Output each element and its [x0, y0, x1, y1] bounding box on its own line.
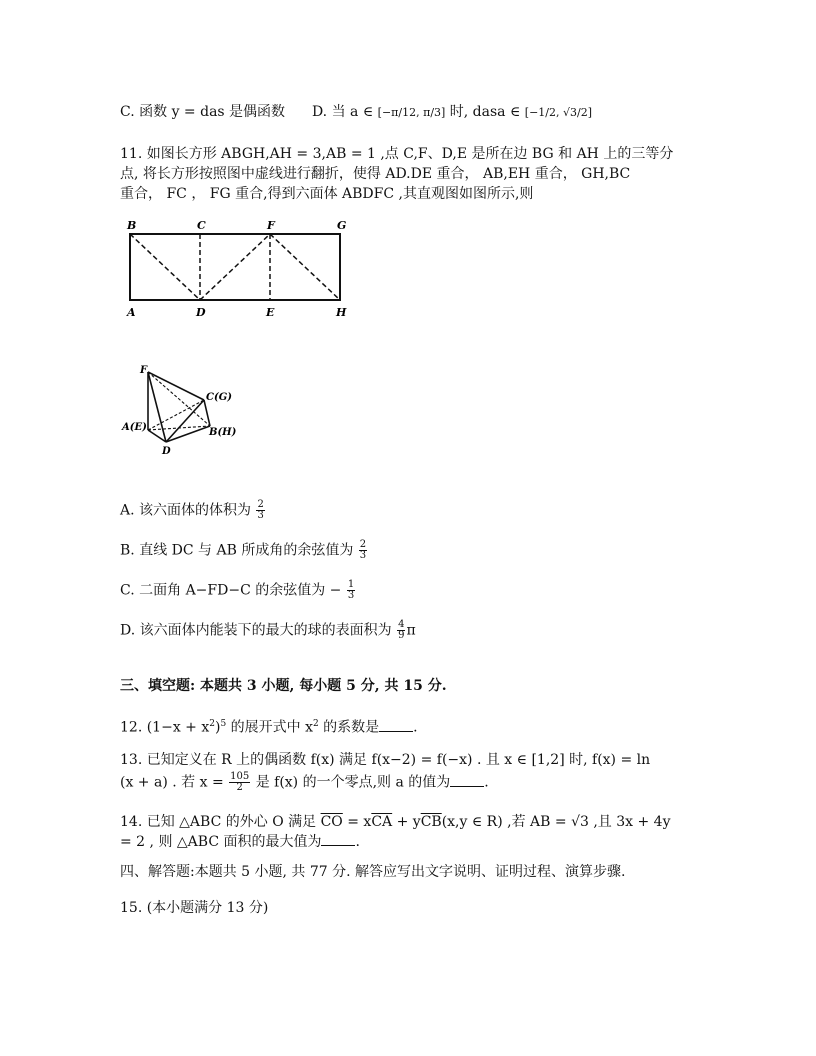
q10-options	[120, 102, 592, 123]
q13-fraction: $\frac{105}{2}$	[230, 771, 250, 793]
q11-option-d-fraction: $\frac{4}{9}$	[398, 619, 405, 641]
rect-label-g: G	[337, 219, 347, 232]
rect-label-h: H	[336, 306, 347, 319]
q11-option-d-text: D. 该六面体内能装下的最大的球的表面积为	[120, 622, 392, 639]
fold-lines	[130, 234, 340, 300]
q11-option-b-text: B. 直线 DC 与 AB 所成角的余弦值为	[120, 542, 354, 559]
section-3-title: 三、填空题: 本题共 3 小题, 每小题 5 分, 共 15 分.	[120, 678, 447, 694]
rect-label-b: B	[127, 219, 137, 232]
rect-label-a: A	[127, 306, 136, 319]
q13-line-2-prefix: (x + a) . 若 x =	[120, 774, 224, 791]
solid-hidden-edges	[148, 372, 210, 430]
solid-label-ae: A(E)	[122, 422, 147, 433]
q14-line-2-prefix: = 2 , 则 △ABC 面积的最大值为	[120, 834, 322, 850]
section-4-title: 四、解答题:本题共 5 小题, 共 77 分. 解答应写出文字说明、证明过程、演算步骤.	[120, 864, 626, 880]
q14-line-2: = 2 , 则 △ABC 面积的最大值为 .	[120, 834, 360, 850]
q12-suffix: 的系数是	[318, 719, 380, 736]
q13-line-2: (x + a) . 若 x = $\frac{105}{2}$ 是 f(x) 的一个零点,则 a 的值为 .	[120, 771, 489, 793]
hexahedron-figure	[118, 362, 248, 458]
q12-exp-x: 2	[312, 719, 319, 729]
q12-prefix: 12. (1−x + x	[120, 719, 210, 736]
solid-label-f: F	[140, 365, 148, 376]
q11-option-b-fraction: $\frac{2}{3}$	[359, 539, 367, 561]
rect-label-d: D	[196, 306, 206, 319]
q14-vector-ca: $\overline{CA}$	[371, 814, 393, 830]
q14-vector-co: $\overline{CO}$	[320, 814, 343, 830]
q11-option-a-text: A. 该六面体的体积为	[120, 502, 252, 519]
rect-label-c: C	[197, 219, 206, 232]
q10-option-d-interval-1: [−π/12, π/3]	[377, 106, 446, 119]
q14-line-1	[120, 812, 671, 832]
rectangle-fold-figure	[118, 216, 358, 322]
q14-eq: = x	[342, 814, 372, 830]
q11-option-a	[120, 500, 266, 521]
q14-plus: + y	[392, 814, 421, 830]
rect-label-e: E	[266, 306, 275, 319]
q15-title: 15. (本小题满分 13 分)	[120, 900, 269, 916]
q12-close: )	[214, 719, 221, 736]
q12-mid: 的展开式中 x	[226, 719, 313, 736]
q12: 12. $(1-x + x^2)^5$ 的展开式中 $x^2$ 的系数是 .	[120, 719, 418, 736]
solid-edges	[148, 372, 210, 442]
q11-option-d-suffix: π	[406, 622, 416, 639]
q14-answer-blank	[321, 833, 355, 846]
q14-prefix: 14. 已知 △ABC 的外心 O 满足	[120, 814, 317, 830]
q12-answer-blank	[379, 719, 413, 732]
solid-label-bh: B(H)	[209, 427, 237, 438]
solid-label-d: D	[162, 446, 171, 457]
q11-option-c	[120, 580, 356, 601]
q11-option-c-text: C. 二面角 A−FD−C 的余弦值为 −	[120, 582, 342, 599]
q11-stem-line-2: 点, 将长方形按照图中虚线进行翻折，使得 AD.DE 重合， AB,EH 重合， GH,BC	[120, 166, 631, 182]
q13-answer-blank	[450, 774, 484, 787]
q12-exp-inner: 2	[209, 719, 215, 729]
q11-stem-line-3: 重合， FC ， FG 重合,得到六面体 ABDFC ,其直观图如图所示,则	[120, 186, 534, 202]
q11-stem-line-1: 11. 如图长方形 ABGH,AH = 3,AB = 1 ,点 C,F、D,E 是所在边 BG 和 AH 上的三等分	[120, 146, 674, 162]
q10-option-d-interval-2: [−1/2, √3/2]	[524, 106, 593, 119]
q14-vector-cb: $\overline{CB}$	[420, 814, 442, 830]
q11-option-b	[120, 540, 368, 561]
solid-label-cg: C(G)	[206, 392, 232, 403]
q10-option-d-prefix: D. 当 a ∈	[311, 104, 374, 120]
q13-line-2-suffix: 是 f(x) 的一个零点,则 a 的值为	[255, 774, 451, 791]
rect-label-f: F	[267, 219, 275, 232]
q13-line-1: 13. 已知定义在 R 上的偶函数 f(x) 满足 f(x−2) = f(−x) . 且 x ∈ [1,2] 时, f(x) = ln	[120, 752, 651, 768]
q11-option-d	[120, 620, 416, 641]
q10-option-d-mid: 时, dasa ∈	[449, 104, 521, 120]
q14-rest: (x,y ∈ R) ,若 AB = √3 ,且 3x + 4y	[441, 814, 671, 830]
q11-option-c-fraction: $\frac{1}{3}$	[347, 579, 355, 601]
q11-option-a-fraction: $\frac{2}{3}$	[257, 499, 264, 521]
q12-exp-outer: 5	[220, 719, 227, 729]
q10-option-c: C. 函数 y = das 是偶函数	[120, 104, 286, 120]
